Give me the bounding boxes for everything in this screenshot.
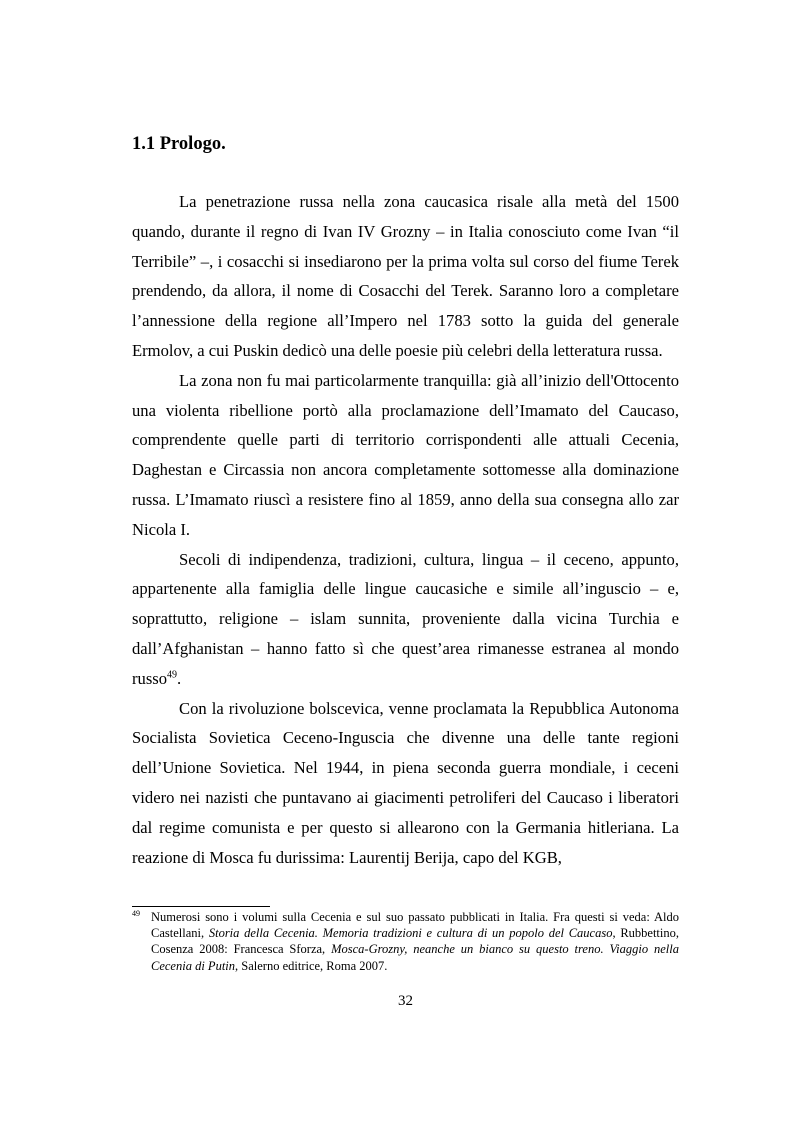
paragraph-2	[132, 366, 679, 545]
footnote-book-title-1: Storia della Cecenia. Memoria tradizioni e cultura di un popolo del Caucaso	[208, 926, 613, 941]
section-heading: 1.1 Prologo.	[132, 134, 226, 154]
page-number: 32	[398, 993, 413, 1009]
paragraph-4-text: Con la rivoluzione bolscevica, venne proclamata la Repubblica Autonoma Socialista Sovietica Ceceno-Inguscia che divenne una delle tante regioni dell’Unione Sovietica. Nel 1944, in piena seconda guerra mondiale, i ceceni videro nei nazisti che puntavano ai giacimenti petroliferi del Caucaso i liberatori dal regime comunista e per questo si allearono con la Germania hitleriana. La reazione di Mosca fu durissima: Laurentij Berija, capo del KGB,	[132, 698, 679, 867]
paragraph-3: Secoli di indipendenza, tradizioni, cultura, lingua – il ceceno, appunto, appartenente alla famiglia delle lingue caucasiche e simile all’inguscio – e, soprattutto, religione – islam sunnita, proveniente dalla vicina Turchia e dall’Afghanistan – hanno fatto sì che quest’area rimanesse estranea al mondo russo$^{49}$.	[132, 549, 679, 688]
footnote-book-title-2: Mosca-Grozny, neanche un bianco su questo treno. Viaggio nella Cecenia di Putin	[151, 942, 680, 973]
footnote-text-part-1: Numerosi sono i volumi sulla Cecenia e sul suo passato pubblicati in Italia. Fra questi si veda: Aldo Castellani,	[151, 910, 679, 941]
paragraph-3-text: Secoli di indipendenza, tradizioni, cultura, lingua – il ceceno, appunto, appartenente alla famiglia delle lingue caucasiche e simile all’inguscio – e, soprattutto, religione – islam sunnita, proveniente dalla vicina Turchia e dall’Afghanistan – hanno fatto sì che quest’area rimanesse estranea al mondo russo	[132, 549, 679, 688]
body-text	[132, 187, 679, 872]
footnote-reference[interactable]: 49	[167, 669, 178, 681]
footnote-text-part-2: , Rubbettino, Cosenza 2008: Francesca Sforza,	[151, 926, 679, 957]
paragraph-4	[132, 694, 679, 873]
footnote	[132, 909, 679, 974]
paragraph-1	[132, 187, 679, 366]
footnote-number: 49	[132, 909, 140, 918]
paragraph-2-text: La zona non fu mai particolarmente tranquilla: già all’inizio dell'Ottocento una violenta ribellione portò alla proclamazione dell’Imamato del Caucaso, comprendente quelle parti di territorio corrispondenti alle attuali Cecenia, Daghestan e Circassia non ancora completamente sottomesse alla dominazione russa. L’Imamato riuscì a resistere fino al 1859, anno della sua consegna allo zar Nicola I.	[132, 370, 679, 539]
footnote-text	[151, 909, 679, 974]
paragraph-1-text: La penetrazione russa nella zona caucasica risale alla metà del 1500 quando, durante il regno di Ivan IV Grozny – in Italia conosciuto come Ivan “il Terribile” –, i cosacchi si insediarono per la prima volta sul corso del fiume Terek prendendo, da allora, il nome di Cosacchi del Terek. Saranno loro a completare l’annessione della regione all’Impero nel 1783 sotto la guida del generale Ermolov, a cui Puskin dedicò una delle poesie più celebri della letteratura russa.	[132, 192, 679, 360]
footnote-separator	[132, 906, 270, 907]
footnote-text-part-3: , Salerno editrice, Roma 2007.	[235, 958, 388, 973]
